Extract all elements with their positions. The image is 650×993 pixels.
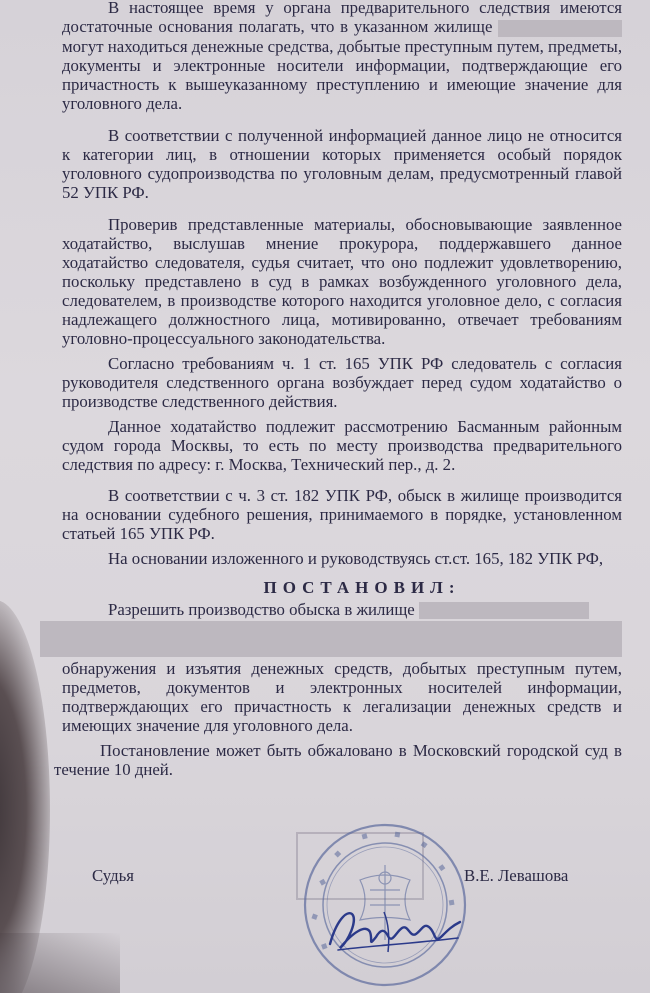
decree-heading: ПОСТАНОВИЛ: (263, 577, 461, 597)
judge-label: Судья (92, 866, 135, 885)
judge-name: В.Е. Левашова (464, 866, 569, 885)
corner-shadow (0, 933, 120, 993)
paragraph-grounds-part1: В настоящее время у органа предварительного следствия имеются достаточные основания полагать, что в указанном жилище (62, 0, 622, 36)
document-body (54, 0, 623, 780)
paragraph-grounds-part2: могут находиться денежные средства, добытые преступным путем, предметы, документы и электронные носители информации, подтверждающие его причастность к вышеуказанному преступлению и имеющие значение для уголовного дела. (62, 36, 623, 113)
paragraph-authorize-text: Разрешить производство обыска в жилище (108, 599, 415, 619)
paragraph-review: Проверив представленные материалы, обосновывающие заявленное ходатайство, выслушав мнение прокурора, поддержавшего данное ходатайство следователя, судья считает, что оно подлежит удовлетворению, поскольку представлено в суд в рамках возбужденного уголовного дела, следователем, в производстве которого находится уголовное дело, с согласия надлежащего должностного лица, мотивированно, отвечает требованиям уголовно-процессуального законодательства. (62, 214, 622, 348)
paragraph-search-basis: В соответствии с ч. 3 ст. 182 УПК РФ, обыск в жилище производится на основании судебного решения, принимаемого в порядке, установленном статьей 165 УПК РФ. (62, 485, 622, 543)
paragraph-authorize (62, 600, 622, 620)
finger-shadow (0, 600, 50, 993)
paragraph-status: В соответствии с полученной информацией данное лицо не относится к категории лиц, в отношении которых применяется особый порядок уголовного судопроизводства по уголовным делам, предусмотренный главой 52 УПК РФ. (62, 125, 622, 202)
redaction-block (40, 621, 622, 657)
judge-signature (318, 892, 468, 962)
paragraph-pursuant: На основании изложенного и руководствуясь ст.ст. 165, 182 УПК РФ, (108, 548, 604, 568)
paragraph-purpose: обнаружения и изъятия денежных средств, добытых преступным путем, предметов, документов и электронных носителей информации, подтверждающих его причастность к легализации денежных средств и имеющих значение для уголовного дела. (62, 659, 622, 736)
paragraph-appeal: Постановление может быть обжаловано в Московский городской суд в течение 10 дней. (54, 741, 622, 780)
redaction-authorize-address (419, 602, 589, 619)
paragraph-grounds (62, 0, 622, 113)
paragraph-requirements: Согласно требованиям ч. 1 ст. 165 УПК РФ следователь с согласия руководителя следственного органа возбуждает перед судом ходатайство о производстве следственного действия. (62, 353, 622, 411)
redaction-address-cont (572, 20, 622, 37)
paragraph-jurisdiction: Данное ходатайство подлежит рассмотрению Басманным районным судом города Москвы, то есть по месту производства предварительного следствия по адресу: г. Москва, Технический пер., д. 2. (62, 416, 622, 474)
